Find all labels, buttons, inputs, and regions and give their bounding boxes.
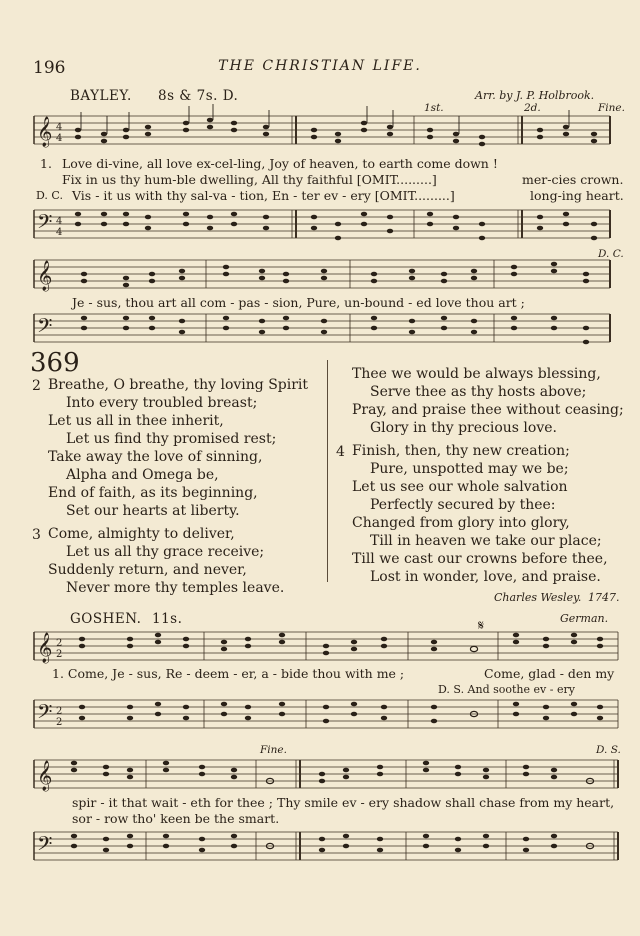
music-staff-bayley-treble-1 xyxy=(34,110,610,154)
lyrics-goshen-1a: 1. Come, Je - sus, Re - deem - er, a - bide thou with me ; xyxy=(52,666,405,681)
verse-line: Suddenly return, and never, xyxy=(48,562,247,578)
verse-number-2: 2 xyxy=(32,378,41,394)
hymn-number: 369 xyxy=(30,348,80,378)
tune-name-goshen: GOSHEN. xyxy=(70,611,142,627)
fine-label-bayley: Fine. xyxy=(598,102,625,114)
lyrics-line-1: Love di-vine, all love ex-cel-ling, Joy of heaven, to earth come down ! xyxy=(62,156,498,171)
tune-meter-goshen: 11s. xyxy=(152,611,183,627)
ds-label-goshen: D. S. xyxy=(596,744,621,756)
svg-text:2: 2 xyxy=(56,717,63,728)
svg-text:𝄞: 𝄞 xyxy=(37,633,53,663)
segno-sign: 𝄋 xyxy=(478,618,485,634)
verse-line: Set our hearts at liberty. xyxy=(66,503,240,519)
verse-line: Perfectly secured by thee: xyxy=(370,497,556,513)
tune-name-bayley: BAYLEY. xyxy=(70,88,132,104)
verse-line: Let us find thy promised rest; xyxy=(66,431,277,447)
verse-line: Pure, unspotted may we be; xyxy=(370,461,569,477)
verse-line: Glory in thy precious love. xyxy=(370,420,557,436)
music-staff-goshen-treble-1 xyxy=(34,622,618,666)
verse-line: Till in heaven we take our place; xyxy=(370,533,602,549)
verse-line: Let us see our whole salvation xyxy=(352,479,568,495)
svg-text:2: 2 xyxy=(56,649,63,660)
verse-line: Changed from glory into glory, xyxy=(352,515,570,531)
fine-label-goshen: Fine. xyxy=(260,744,287,756)
arranger-credit: Arr. by J. P. Holbrook. xyxy=(475,89,595,102)
svg-text:𝄢: 𝄢 xyxy=(37,700,53,728)
verse-line: End of faith, as its beginning, xyxy=(48,485,258,501)
running-title: THE CHRISTIAN LIFE. xyxy=(218,58,422,74)
lyrics-goshen-2a: spir - it that wait - eth for thee ; Thy smile ev - ery shadow shall chase from my heart, xyxy=(72,795,615,810)
verse-line: Never more thy temples leave. xyxy=(66,580,285,596)
svg-text:4: 4 xyxy=(56,216,63,227)
verse-line: Breathe, O breathe, thy loving Spirit xyxy=(48,377,309,393)
verse-line: Alpha and Omega be, xyxy=(66,467,219,483)
music-staff-goshen-treble-2 xyxy=(34,752,618,796)
verse-line: Take away the love of sinning, xyxy=(48,449,263,465)
svg-text:2: 2 xyxy=(56,706,63,717)
page-number: 196 xyxy=(33,58,66,78)
author-credit: Charles Wesley. xyxy=(494,591,582,604)
verse-line: Let us all thy grace receive; xyxy=(66,544,265,560)
verse-line: Serve thee as thy hosts above; xyxy=(370,384,587,400)
verse-number-3: 3 xyxy=(32,527,41,543)
lyrics-line-3-end: long-ing heart. xyxy=(530,188,624,203)
ds-label-bayley: D. C. xyxy=(598,248,624,260)
lyrics-verse-number: 1. xyxy=(40,156,52,171)
svg-text:4: 4 xyxy=(56,122,63,133)
music-staff-goshen-bass-1 xyxy=(34,694,618,738)
svg-text:𝄢: 𝄢 xyxy=(37,210,53,238)
verse-number-4: 4 xyxy=(336,444,345,460)
verse-line: Come, almighty to deliver, xyxy=(48,526,235,542)
svg-text:𝄞: 𝄞 xyxy=(37,261,53,291)
svg-text:𝄞: 𝄞 xyxy=(37,761,53,791)
lyrics-line-3: Vis - it us with thy sal-va - tion, En - ter ev - ery [OMIT.........] xyxy=(72,188,455,203)
verse-line: Let us all in thee inherit, xyxy=(48,413,224,429)
column-divider xyxy=(327,360,328,582)
music-staff-bayley-bass-2 xyxy=(34,310,610,350)
music-staff-bayley-treble-2 xyxy=(34,256,610,296)
lyrics-line-4: Je - sus, thou art all com - pas - sion, Pure, un-bound - ed love thou art ; xyxy=(72,295,525,310)
svg-text:𝄞: 𝄞 xyxy=(37,117,53,147)
verse-line: Thee we would be always blessing, xyxy=(352,366,601,382)
svg-text:4: 4 xyxy=(56,227,63,238)
music-staff-bayley-bass-1 xyxy=(34,204,610,248)
lyrics-goshen-ds: D. S. And soothe ev - ery xyxy=(438,683,575,696)
svg-text:𝄢: 𝄢 xyxy=(37,314,53,342)
verse-line: Pray, and praise thee without ceasing; xyxy=(352,402,624,418)
verse-line: Into every troubled breast; xyxy=(66,395,258,411)
lyrics-line-2-end: mer-cies crown. xyxy=(522,172,624,187)
author-year: 1747. xyxy=(588,591,620,604)
tune-meter-bayley: 8s & 7s. D. xyxy=(158,88,239,104)
lyrics-dc-label: D. C. xyxy=(36,189,63,202)
verse-line: Lost in wonder, love, and praise. xyxy=(370,569,601,585)
verse-line: Till we cast our crowns before thee, xyxy=(352,551,608,567)
svg-text:2: 2 xyxy=(56,638,63,649)
svg-text:4: 4 xyxy=(56,133,63,144)
lyrics-line-2: Fix in us thy hum-ble dwelling, All thy faithful [OMIT.........] xyxy=(62,172,437,187)
ending-first-label: 1st. xyxy=(424,102,444,114)
lyrics-goshen-1b: Come, glad - den my xyxy=(484,666,615,681)
composer-credit: German. xyxy=(560,612,609,625)
lyrics-goshen-2b: sor - row tho' keen be the smart. xyxy=(72,811,280,826)
verse-line: Finish, then, thy new creation; xyxy=(352,443,570,459)
ending-second-label: 2d. xyxy=(524,102,541,114)
music-staff-goshen-bass-2 xyxy=(34,826,618,870)
svg-text:𝄢: 𝄢 xyxy=(37,832,53,860)
